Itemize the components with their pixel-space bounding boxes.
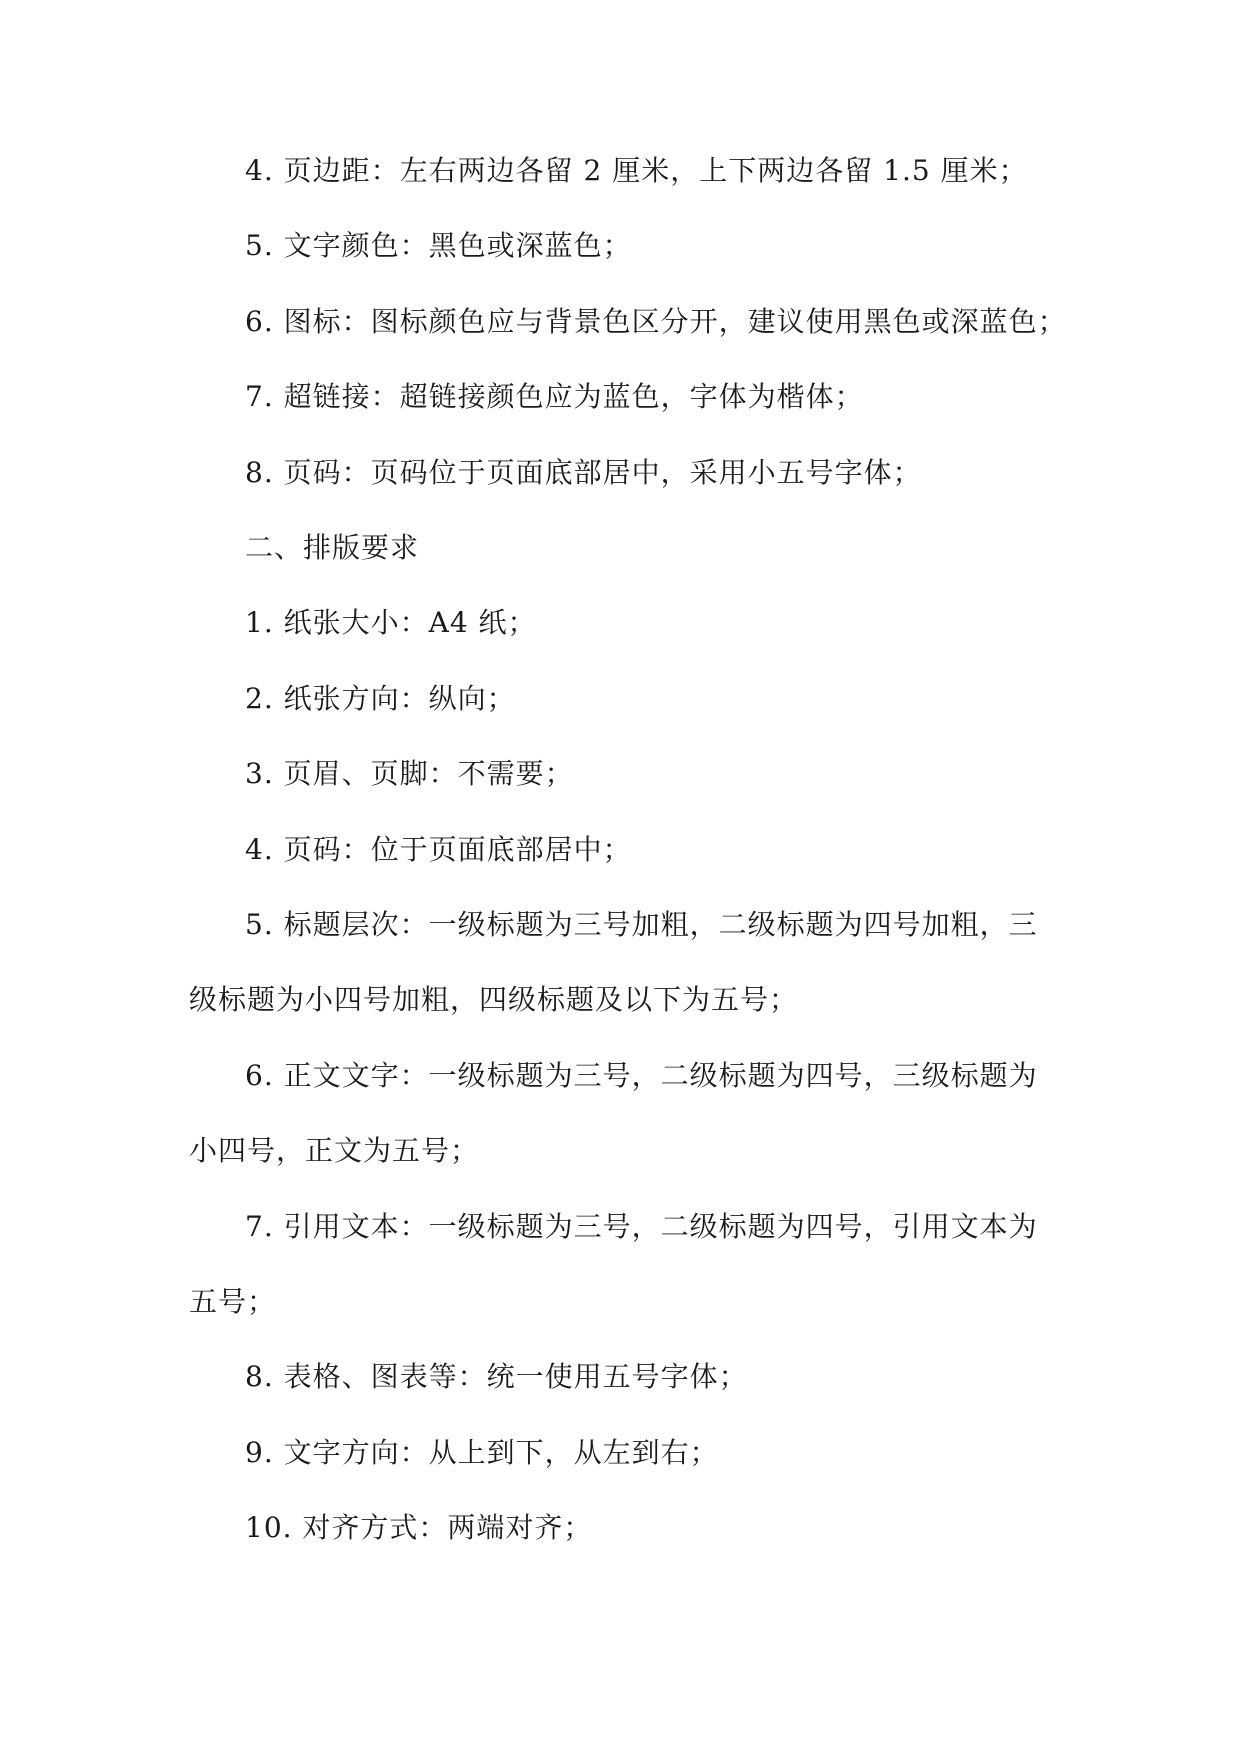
list-item: 7. 超链接：超链接颜色应为蓝色，字体为楷体；	[245, 380, 864, 413]
list-item-continuation: 五号；	[189, 1285, 277, 1318]
list-item: 2. 纸张方向：纵向；	[245, 682, 516, 715]
list-item-continuation: 小四号，正文为五号；	[189, 1134, 480, 1167]
list-item: 10. 对齐方式：两端对齐；	[245, 1511, 593, 1544]
list-item-continuation: 级标题为小四号加粗，四级标题及以下为五号；	[189, 983, 799, 1016]
list-item: 8. 表格、图表等：统一使用五号字体；	[245, 1360, 748, 1393]
list-item: 7. 引用文本：一级标题为三号，二级标题为四号，引用文本为	[245, 1210, 1038, 1243]
list-item: 4. 页码：位于页面底部居中；	[245, 833, 632, 866]
list-item: 1. 纸张大小：A4 纸；	[245, 606, 537, 639]
list-item: 8. 页码：页码位于页面底部居中，采用小五号字体；	[245, 456, 922, 489]
list-item: 5. 标题层次：一级标题为三号加粗，二级标题为四号加粗，三	[245, 908, 1038, 941]
list-item: 9. 文字方向：从上到下，从左到右；	[245, 1436, 719, 1469]
list-item: 3. 页眉、页脚：不需要；	[245, 757, 574, 790]
list-item: 6. 图标：图标颜色应与背景色区分开，建议使用黑色或深蓝色；	[245, 305, 1067, 338]
list-item: 4. 页边距：左右两边各留 2 厘米，上下两边各留 1.5 厘米；	[245, 154, 1028, 187]
list-item: 5. 文字颜色：黑色或深蓝色；	[245, 229, 632, 262]
list-item: 6. 正文文字：一级标题为三号，二级标题为四号，三级标题为	[245, 1059, 1038, 1092]
section-heading: 二、排版要求	[245, 531, 420, 564]
